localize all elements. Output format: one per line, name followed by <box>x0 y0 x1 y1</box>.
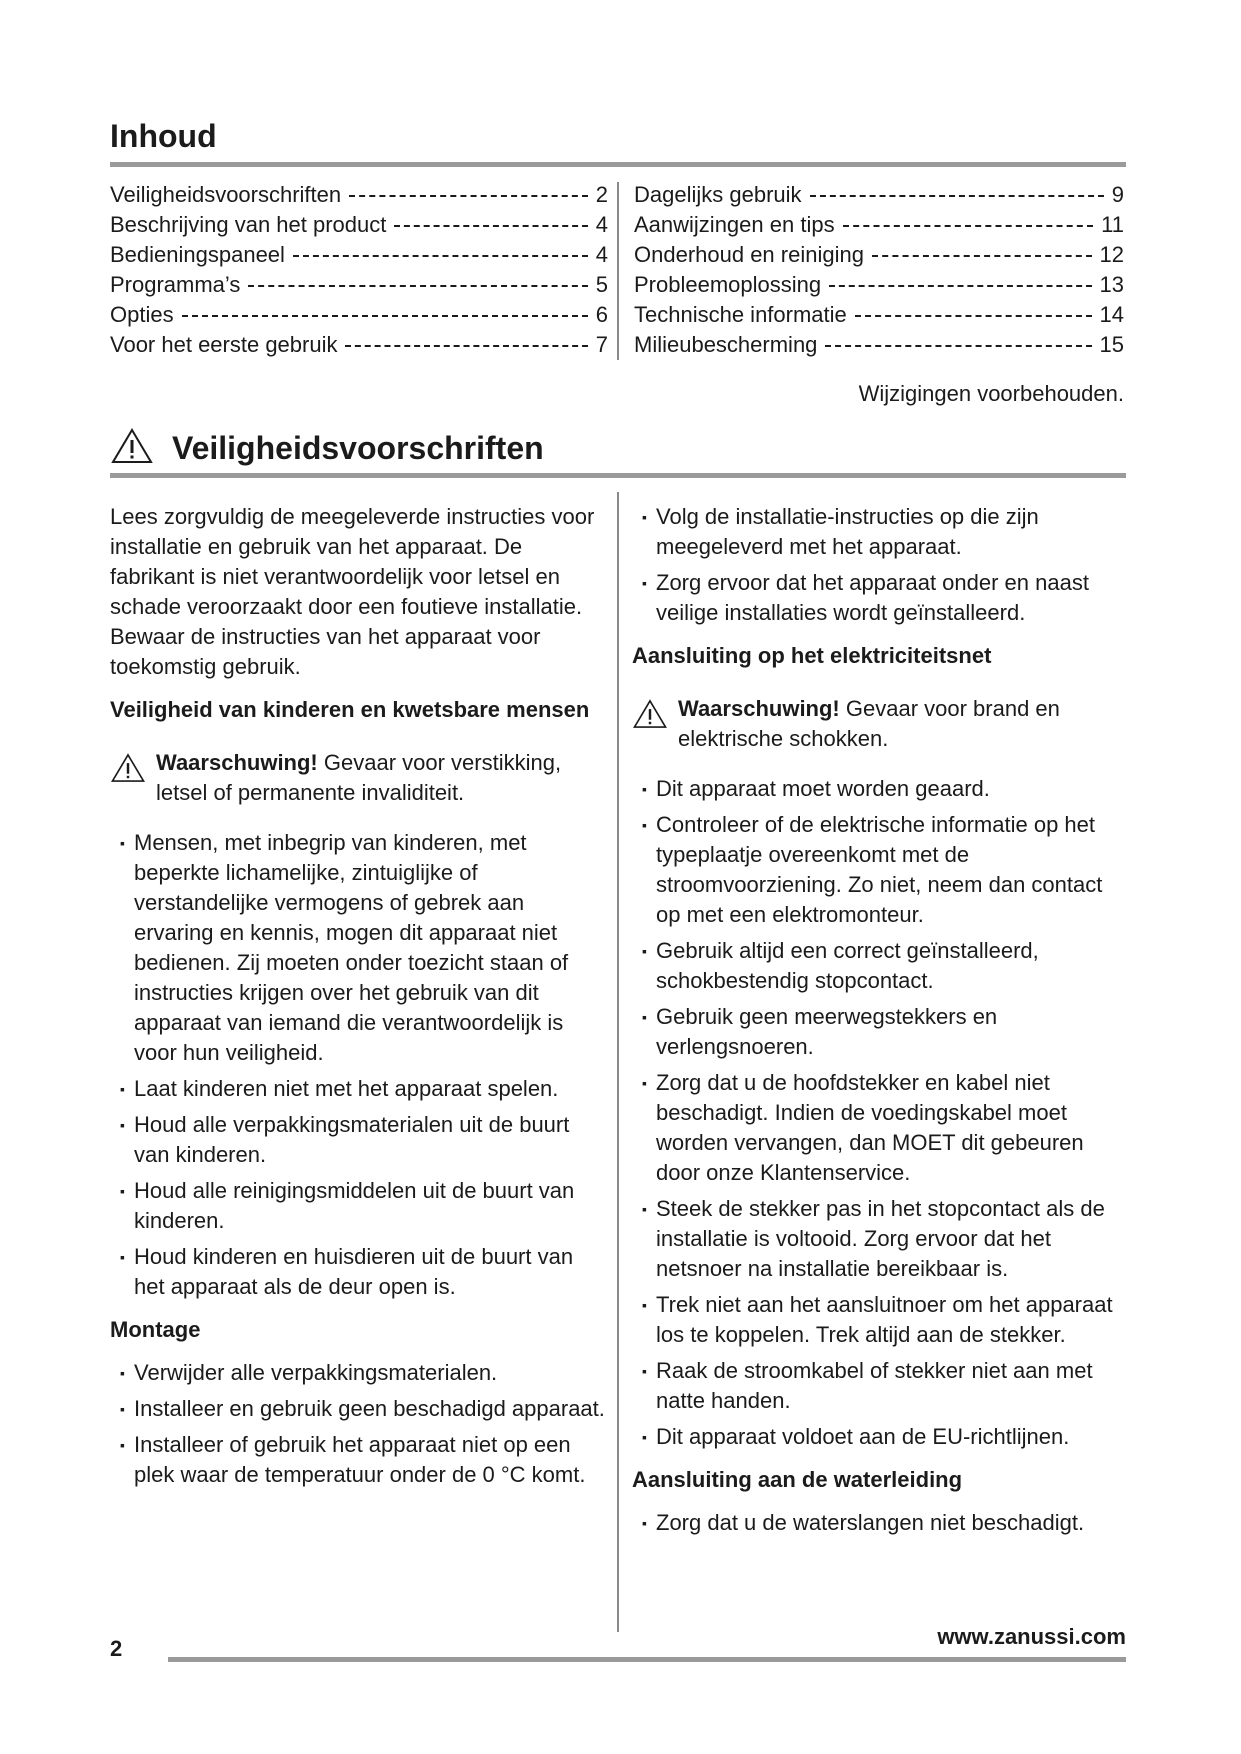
list-item: ▪ Laat kinderen niet met het apparaat spelen. <box>110 1074 605 1104</box>
toc-entry[interactable]: Technische informatie 14 <box>634 302 1124 327</box>
toc-rule <box>110 162 1126 167</box>
right-column <box>632 502 1126 1544</box>
list-item: ▪ Controleer of de elektrische informatie op het typeplaatje overeenkomt met de stroomvoorziening. Zo niet, neem dan contact op met een elektromonteur. <box>632 810 1126 930</box>
list-item: ▪ Dit apparaat moet worden geaard. <box>632 774 1126 804</box>
website-link[interactable]: www.zanussi.com <box>937 1624 1126 1649</box>
toc-entry[interactable]: Programma’s 5 <box>110 272 608 297</box>
toc-entry[interactable]: Bedieningspaneel 4 <box>110 242 608 267</box>
children-heading: Veiligheid van kinderen en kwetsbare mensen <box>110 697 590 722</box>
list-item: ▪ Zorg dat u de waterslangen niet beschadigt. <box>632 1508 1126 1538</box>
toc-divider <box>617 182 619 360</box>
toc-entry[interactable]: Onderhoud en reiniging 12 <box>634 242 1124 267</box>
page-number: 2 <box>110 1636 123 1661</box>
warning-note <box>110 748 605 808</box>
list-item: ▪ Raak de stroomkabel of stekker niet aan met natte handen. <box>632 1356 1126 1416</box>
list-item: ▪ Gebruik geen meerwegstekkers en verlengsnoeren. <box>632 1002 1126 1062</box>
toc-entry[interactable]: Opties 6 <box>110 302 608 327</box>
section-title: Veiligheidsvoorschriften <box>172 430 544 466</box>
list-item: ▪ Houd alle reinigingsmiddelen uit de buurt van kinderen. <box>110 1176 605 1236</box>
warning-note <box>632 694 1126 754</box>
list-item: ▪ Volg de installatie-instructies op die zijn meegeleverd met het apparaat. <box>632 502 1126 562</box>
water-heading: Aansluiting aan de waterleiding <box>632 1467 963 1492</box>
list-item: ▪ Installeer of gebruik het apparaat niet op een plek waar de temperatuur onder de 0 °C komt. <box>110 1430 605 1490</box>
list-item: ▪ Installeer en gebruik geen beschadigd apparaat. <box>110 1394 605 1424</box>
list-item: ▪ Verwijder alle verpakkingsmaterialen. <box>110 1358 605 1388</box>
toc-entry[interactable]: Milieubescherming 15 <box>634 332 1124 357</box>
column-divider <box>617 492 619 1632</box>
toc-entry[interactable]: Dagelijks gebruik 9 <box>634 182 1124 207</box>
montage-heading: Montage <box>110 1317 201 1342</box>
toc-entry[interactable]: Aanwijzingen en tips 11 <box>634 212 1124 237</box>
toc-entry[interactable]: Veiligheidsvoorschriften 2 <box>110 182 608 207</box>
list-item: ▪ Zorg ervoor dat het apparaat onder en naast veilige installaties wordt geïnstalleerd. <box>632 568 1126 628</box>
warning-text: Waarschuwing! Gevaar voor verstikking, letsel of permanente invaliditeit. <box>156 750 562 805</box>
list-item: ▪ Gebruik altijd een correct geïnstalleerd, schokbestendig stopcontact. <box>632 936 1126 996</box>
toc-title: Inhoud <box>110 118 217 154</box>
warning-text: Waarschuwing! Gevaar voor brand en elektrische schokken. <box>678 696 1060 751</box>
list-item: ▪ Houd kinderen en huisdieren uit de buurt van het apparaat als de deur open is. <box>110 1242 605 1302</box>
list-item: ▪ Trek niet aan het aansluitnoer om het apparaat los te koppelen. Trek altijd aan de stekker. <box>632 1290 1126 1350</box>
left-column <box>110 502 605 1496</box>
section-rule <box>110 473 1126 478</box>
toc-entry[interactable]: Voor het eerste gebruik 7 <box>110 332 608 357</box>
warning-triangle-icon <box>110 427 154 465</box>
list-item: ▪ Dit apparaat voldoet aan de EU-richtlijnen. <box>632 1422 1126 1452</box>
toc-entry[interactable]: Probleemoplossing 13 <box>634 272 1124 297</box>
list-item: ▪ Zorg dat u de hoofdstekker en kabel niet beschadigt. Indien de voedingskabel moet worden vervangen, dan MOET dit gebeuren door onze Klantenservice. <box>632 1068 1126 1188</box>
list-item: ▪ Houd alle verpakkingsmaterialen uit de buurt van kinderen. <box>110 1110 605 1170</box>
toc-note: Wijzigingen voorbehouden. <box>858 381 1124 406</box>
toc-entry[interactable]: Beschrijving van het product 4 <box>110 212 608 237</box>
warning-triangle-icon <box>632 698 668 730</box>
footer-rule <box>168 1657 1126 1662</box>
list-item: ▪ Steek de stekker pas in het stopcontact als de installatie is voltooid. Zorg ervoor dat het netsnoer na installatie bereikbaar is. <box>632 1194 1126 1284</box>
intro-paragraph: Lees zorgvuldig de meegeleverde instructies voor installatie en gebruik van het apparaat. De fabrikant is niet verantwoordelijk voor letsel en schade veroorzaakt door een foutieve installatie. Bewaar de instructies van het apparaat voor toekomstig gebruik. <box>110 504 595 679</box>
list-item: ▪ Mensen, met inbegrip van kinderen, met beperkte lichamelijke, zintuiglijke of verstandelijke vermogens of gebrek aan ervaring en kennis, mogen dit apparaat niet bedienen. Zij moeten onder toezicht staan of instructies krijgen over het gebruik van dit apparaat van iemand die verantwoordelijk is voor hun veiligheid. <box>110 828 605 1068</box>
electric-heading: Aansluiting op het elektriciteitsnet <box>632 643 992 668</box>
warning-triangle-icon <box>110 752 146 784</box>
